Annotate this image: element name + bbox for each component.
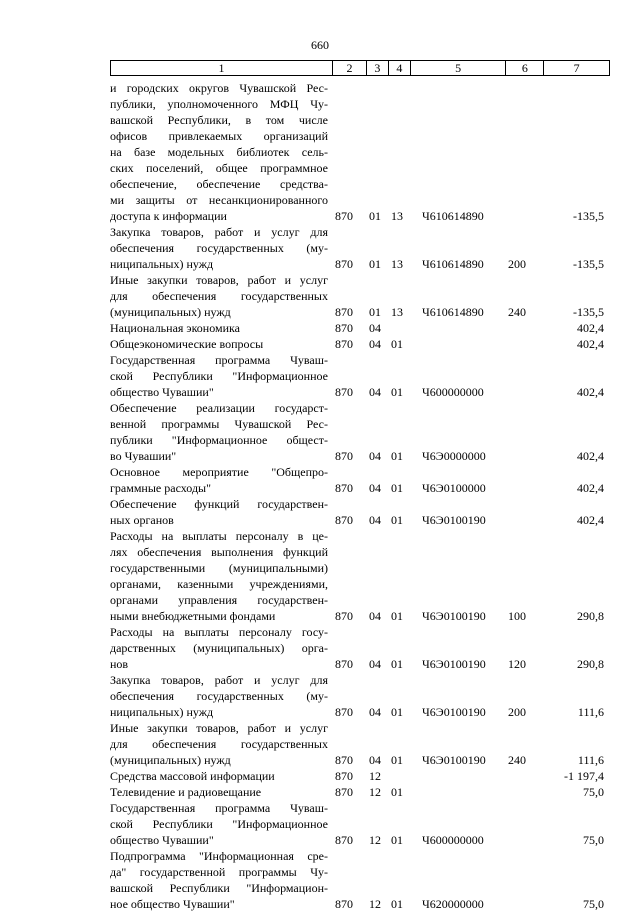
row-target-article: Ч6Э0100190	[422, 609, 486, 623]
row-name	[110, 528, 332, 624]
row-expense-type: 120	[508, 657, 526, 671]
row-name-line: Средства массовой информации	[110, 769, 275, 783]
row-subsection: 13	[391, 257, 403, 271]
header-col-7: 7	[543, 61, 609, 75]
row-name	[110, 464, 332, 496]
row-target-article: Ч6Э0000000	[422, 449, 486, 463]
row-name-line: ниципальных) нужд	[110, 257, 214, 271]
row-name	[110, 224, 332, 272]
row-name-line: нов	[110, 657, 129, 671]
row-name-line: для обеспечения государственных	[110, 737, 328, 751]
row-expense-type: 200	[508, 257, 526, 271]
row-section: 01	[369, 257, 381, 271]
row-subsection: 13	[391, 305, 403, 319]
row-name	[110, 624, 332, 672]
row-subsection: 01	[391, 657, 403, 671]
row-section: 12	[369, 785, 381, 799]
row-expense-type: 100	[508, 609, 526, 623]
row-amount: 111,6	[577, 705, 604, 719]
row-name-line: венной программы Чувашской Рес-	[110, 417, 328, 431]
row-name	[110, 496, 332, 528]
row-name-line: на базе модельных библиотек сель-	[110, 145, 328, 159]
row-section: 12	[369, 833, 381, 847]
row-admin-code: 870	[335, 337, 353, 351]
row-target-article: Ч6Э0100190	[422, 705, 486, 719]
row-subsection: 13	[391, 209, 403, 223]
row-name-line: органами, казенными учреждениями,	[110, 577, 328, 591]
row-section: 04	[369, 657, 381, 671]
row-admin-code: 870	[335, 481, 353, 495]
row-admin-code: 870	[335, 321, 353, 335]
row-name	[110, 800, 332, 848]
row-amount: -135,5	[573, 305, 604, 319]
header-col-5: 5	[410, 61, 506, 75]
row-name	[110, 672, 332, 720]
row-subsection: 01	[391, 609, 403, 623]
row-admin-code: 870	[335, 753, 353, 767]
row-name-line: органами управления государствен-	[110, 593, 328, 607]
row-name	[110, 848, 332, 912]
header-col-6: 6	[505, 61, 543, 75]
row-admin-code: 870	[335, 513, 353, 527]
row-name-line: лях обеспечения выполнения функций	[110, 545, 328, 559]
table-row	[110, 320, 610, 336]
row-admin-code: 870	[335, 705, 353, 719]
row-name-line: Государственная программа Чуваш-	[110, 353, 328, 367]
row-section: 04	[369, 753, 381, 767]
row-target-article: Ч6Э0100190	[422, 513, 486, 527]
row-name-line: публики "Информационное общест-	[110, 433, 328, 447]
row-name-line: офисов привлекаемых организаций	[110, 129, 328, 143]
row-target-article: Ч6Э0100190	[422, 753, 486, 767]
row-name-line: Закупка товаров, работ и услуг для	[110, 673, 328, 687]
row-section: 04	[369, 513, 381, 527]
table-header	[110, 60, 610, 76]
row-section: 04	[369, 481, 381, 495]
row-name-line: вашской Республики "Информацион-	[110, 881, 328, 895]
table-row	[110, 80, 610, 224]
table-row	[110, 800, 610, 848]
row-name-line: обеспечение, обеспечение средства-	[110, 177, 328, 191]
row-subsection: 01	[391, 385, 403, 399]
row-target-article: Ч600000000	[422, 385, 484, 399]
row-name-line: ных органов	[110, 513, 174, 527]
table-row	[110, 272, 610, 320]
row-amount: 290,8	[577, 657, 604, 671]
row-admin-code: 870	[335, 449, 353, 463]
row-name	[110, 272, 332, 320]
row-section: 12	[369, 769, 381, 783]
row-admin-code: 870	[335, 385, 353, 399]
row-admin-code: 870	[335, 833, 353, 847]
row-section: 12	[369, 897, 381, 911]
row-amount: 402,4	[577, 513, 604, 527]
row-name	[110, 784, 332, 800]
row-amount: 111,6	[577, 753, 604, 767]
row-name-line: Общеэкономические вопросы	[110, 337, 264, 351]
row-subsection: 01	[391, 833, 403, 847]
row-target-article: Ч6Э0100190	[422, 657, 486, 671]
header-col-3: 3	[366, 61, 388, 75]
header-col-4: 4	[388, 61, 410, 75]
row-expense-type: 240	[508, 753, 526, 767]
table-row	[110, 336, 610, 352]
row-name-line: (муниципальных) нужд	[110, 753, 231, 767]
row-name-line: (муниципальных) нужд	[110, 305, 231, 319]
row-name	[110, 768, 332, 784]
table-body	[110, 80, 610, 912]
table-row	[110, 496, 610, 528]
row-name-line: обеспечения государственных (му-	[110, 689, 328, 703]
table-row	[110, 624, 610, 672]
row-name	[110, 80, 332, 224]
row-admin-code: 870	[335, 785, 353, 799]
row-expense-type: 240	[508, 305, 526, 319]
row-section: 04	[369, 705, 381, 719]
row-admin-code: 870	[335, 769, 353, 783]
row-section: 04	[369, 449, 381, 463]
table-row	[110, 464, 610, 496]
row-name-line: государственными (муниципальными)	[110, 561, 328, 575]
row-name	[110, 352, 332, 400]
header-col-1: 1	[218, 61, 225, 75]
row-amount: 402,4	[577, 321, 604, 335]
row-section: 01	[369, 305, 381, 319]
row-target-article: Ч610614890	[422, 257, 484, 271]
row-name-line: во Чувашии"	[110, 449, 177, 463]
row-section: 04	[369, 321, 381, 335]
row-name-line: Закупка товаров, работ и услуг для	[110, 225, 328, 239]
row-name-line: Национальная экономика	[110, 321, 240, 335]
table-row	[110, 672, 610, 720]
row-name-line: ской Республики "Информационное	[110, 817, 328, 831]
row-name-line: граммные расходы"	[110, 481, 212, 495]
table-row	[110, 720, 610, 768]
table-row	[110, 352, 610, 400]
row-amount: 290,8	[577, 609, 604, 623]
row-subsection: 01	[391, 753, 403, 767]
row-subsection: 01	[391, 337, 403, 351]
row-subsection: 01	[391, 481, 403, 495]
row-admin-code: 870	[335, 305, 353, 319]
row-name-line: Иные закупки товаров, работ и услуг	[110, 721, 328, 735]
row-subsection: 01	[391, 513, 403, 527]
row-name-line: общество Чувашии"	[110, 833, 214, 847]
row-target-article: Ч620000000	[422, 897, 484, 911]
row-expense-type: 200	[508, 705, 526, 719]
row-amount: 75,0	[583, 833, 604, 847]
row-name-line: вашской Республики, в том числе	[110, 113, 328, 127]
row-amount: 75,0	[583, 897, 604, 911]
row-amount: -135,5	[573, 257, 604, 271]
row-section: 04	[369, 385, 381, 399]
table-row	[110, 224, 610, 272]
row-name-line: и городских округов Чувашской Рес-	[110, 81, 328, 95]
row-admin-code: 870	[335, 897, 353, 911]
row-name-line: для обеспечения государственных	[110, 289, 328, 303]
row-section: 01	[369, 209, 381, 223]
row-name-line: ми защиты от несанкционированного	[110, 193, 328, 207]
row-amount: -1 197,4	[564, 769, 604, 783]
row-name-line: Расходы на выплаты персоналу госу-	[110, 625, 328, 639]
row-amount: 402,4	[577, 449, 604, 463]
row-name-line: ниципальных) нужд	[110, 705, 214, 719]
row-name-line: Подпрограмма "Информационная сре-	[110, 849, 328, 863]
row-section: 04	[369, 609, 381, 623]
row-amount: 402,4	[577, 385, 604, 399]
row-name-line: Обеспечение реализации государст-	[110, 401, 328, 415]
row-subsection: 01	[391, 897, 403, 911]
row-name-line: ских поселений, общее программное	[110, 161, 328, 175]
row-admin-code: 870	[335, 209, 353, 223]
row-name-line: доступа к информации	[110, 209, 227, 223]
table-row	[110, 768, 610, 784]
row-admin-code: 870	[335, 609, 353, 623]
row-name	[110, 400, 332, 464]
row-amount: -135,5	[573, 209, 604, 223]
row-name-line: Иные закупки товаров, работ и услуг	[110, 273, 328, 287]
row-name-line: Основное мероприятие "Общепро-	[110, 465, 328, 479]
row-name-line: публики, уполномоченного МФЦ Чу-	[110, 97, 328, 111]
row-name-line: Расходы на выплаты персоналу в це-	[110, 529, 328, 543]
table-row	[110, 400, 610, 464]
row-admin-code: 870	[335, 657, 353, 671]
row-target-article: Ч600000000	[422, 833, 484, 847]
row-target-article: Ч610614890	[422, 209, 484, 223]
row-target-article: Ч6Э0100000	[422, 481, 486, 495]
row-name	[110, 720, 332, 768]
row-name-line: Обеспечение функций государствен-	[110, 497, 328, 511]
row-subsection: 01	[391, 705, 403, 719]
row-name-line: дарственных (муниципальных) орга-	[110, 641, 328, 655]
table-row	[110, 848, 610, 912]
row-name-line: ской Республики "Информационное	[110, 369, 328, 383]
table-row	[110, 784, 610, 800]
row-name-line: Государственная программа Чуваш-	[110, 801, 328, 815]
row-admin-code: 870	[335, 257, 353, 271]
row-name-line: общество Чувашии"	[110, 385, 214, 399]
row-section: 04	[369, 337, 381, 351]
row-subsection: 01	[391, 785, 403, 799]
row-name-line: ное общество Чувашии"	[110, 897, 235, 911]
row-amount: 402,4	[577, 481, 604, 495]
header-col-2: 2	[332, 61, 366, 75]
row-name	[110, 320, 332, 336]
row-amount: 402,4	[577, 337, 604, 351]
row-subsection: 01	[391, 449, 403, 463]
row-name-line: да" государственной программы Чу-	[110, 865, 328, 879]
row-name	[110, 336, 332, 352]
table-row	[110, 528, 610, 624]
row-name-line: Телевидение и радиовещание	[110, 785, 262, 799]
row-amount: 75,0	[583, 785, 604, 799]
page-number: 660	[311, 38, 329, 52]
row-name-line: ными внебюджетными фондами	[110, 609, 276, 623]
row-target-article: Ч610614890	[422, 305, 484, 319]
row-name-line: обеспечения государственных (му-	[110, 241, 328, 255]
